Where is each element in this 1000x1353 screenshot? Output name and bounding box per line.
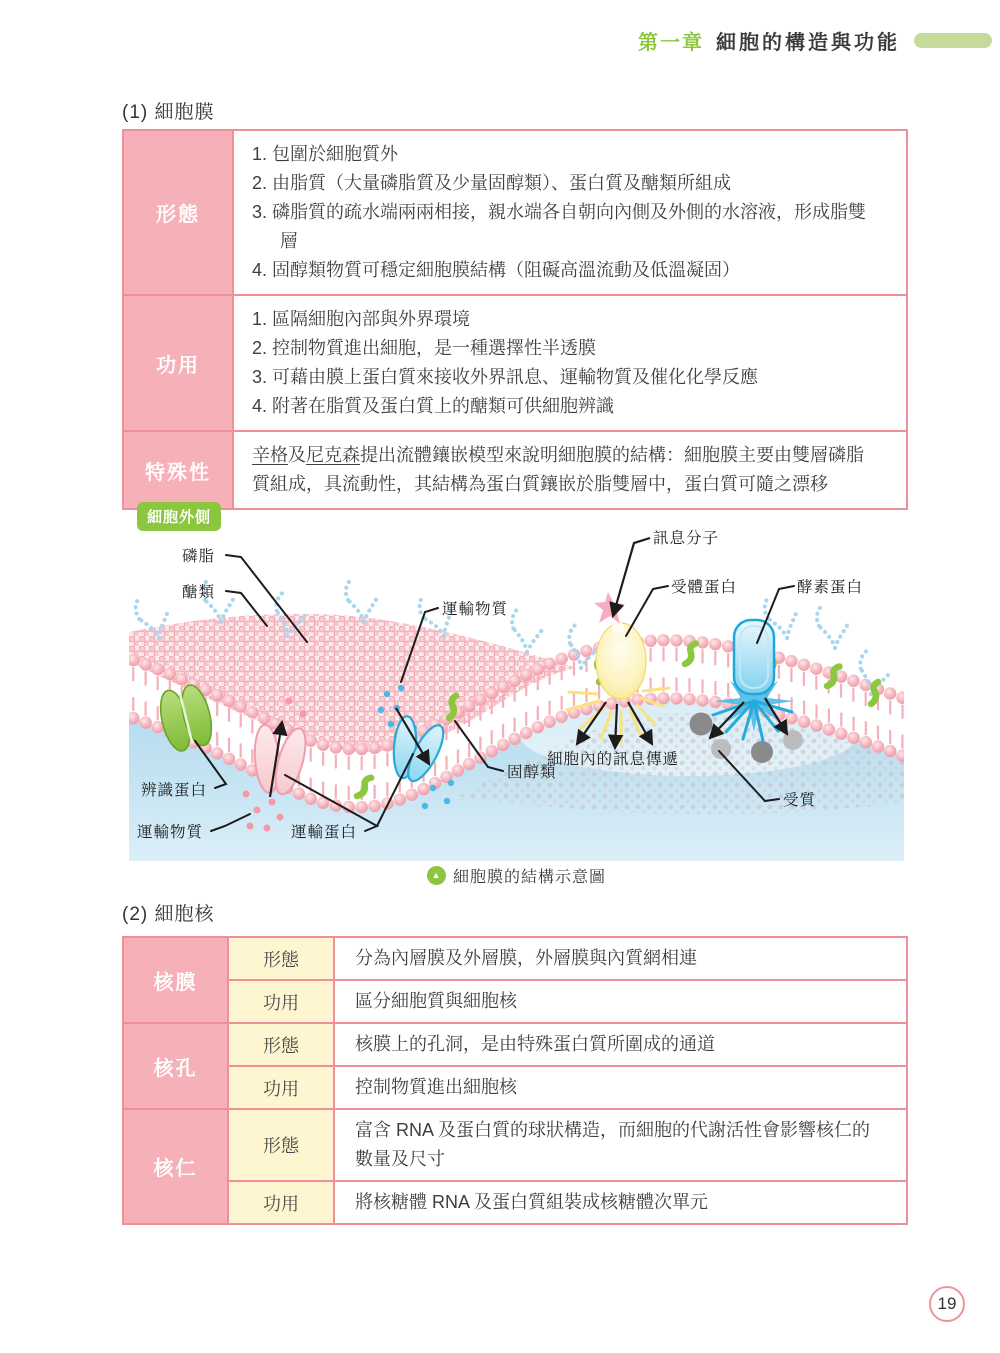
cell-text: 控制物質進出細胞核 bbox=[333, 1065, 906, 1108]
section-2-heading: (2) 細胞核 bbox=[122, 904, 215, 925]
sub-label: 形態 bbox=[227, 1108, 333, 1180]
row-label-specialty: 特殊性 bbox=[124, 432, 234, 508]
cell-outside-badge: 細胞外側 bbox=[137, 502, 221, 531]
intracellular-signaling-label: 細胞內的訊息傳遞 bbox=[547, 751, 680, 768]
section-1-heading: (1) 細胞膜 bbox=[122, 102, 215, 123]
enzyme-protein-label: 酵素蛋白 bbox=[797, 579, 864, 596]
figure-caption bbox=[129, 864, 904, 887]
sub-label: 功用 bbox=[227, 1065, 333, 1108]
list-item: 3. 可藉由膜上蛋白質來接收外界訊息、運輸物質及催化化學反應 bbox=[252, 367, 759, 387]
list-item: 2. 控制物質進出細胞，是一種選擇性半透膜 bbox=[252, 338, 597, 358]
cell-text: 核膜上的孔洞，是由特殊蛋白質所圍成的通道 bbox=[333, 1022, 906, 1065]
person-name: 尼克森 bbox=[306, 445, 360, 465]
group-label-nucleolus: 核仁 bbox=[124, 1108, 227, 1223]
table-row bbox=[124, 131, 906, 294]
chapter-title: 細胞的構造與功能 bbox=[716, 32, 900, 54]
list-item: 1. 包圍於細胞質外 bbox=[252, 144, 399, 164]
row-label-function: 功用 bbox=[124, 296, 234, 430]
caption-text: 細胞膜的結構示意圖 bbox=[452, 869, 606, 886]
page-number-badge: 19 bbox=[929, 1286, 965, 1322]
list-item: 2. 由脂質（大量磷脂質及少量固醇類）、蛋白質及醣類所組成 bbox=[252, 173, 732, 193]
table-row bbox=[124, 294, 906, 430]
cell-text: 區分細胞質與細胞核 bbox=[333, 979, 906, 1022]
cell-text: 分為內層膜及外層膜，外層膜與內質網相連 bbox=[333, 938, 906, 979]
carbohydrate-label: 醣類 bbox=[182, 584, 216, 601]
signal-molecule-icon bbox=[594, 592, 625, 624]
substrate-label: 受質 bbox=[783, 792, 817, 809]
recognition-protein-label: 辨識蛋白 bbox=[141, 782, 208, 799]
cell-text: 富含 RNA 及蛋白質的球狀構造，而細胞的代謝活性會影響核仁的數量及尺寸 bbox=[333, 1108, 906, 1180]
group-label-nuclear-pore: 核孔 bbox=[124, 1022, 227, 1108]
group-label-nuclear-membrane: 核膜 bbox=[124, 938, 227, 1022]
text-run: 及 bbox=[288, 445, 306, 465]
transport-protein-label: 運輸蛋白 bbox=[291, 824, 358, 841]
receptor-protein-label: 受體蛋白 bbox=[671, 579, 738, 596]
morphology-content bbox=[234, 131, 906, 294]
nucleus-table bbox=[122, 936, 908, 1225]
sub-label: 形態 bbox=[227, 938, 333, 979]
cell-text: 將核糖體 RNA 及蛋白質組裝成核糖體次單元 bbox=[333, 1180, 906, 1223]
text-run: 提出流體鑲嵌模型來說明細胞膜的結構：細胞膜主要由雙層磷脂質組成，具流動性，其結構為蛋白質鑲嵌於脂雙層中，蛋白質可隨之漂移 bbox=[252, 445, 864, 494]
signal-molecule-label: 訊息分子 bbox=[653, 530, 720, 547]
chapter-header bbox=[638, 26, 900, 55]
sub-label: 功用 bbox=[227, 979, 333, 1022]
function-content bbox=[234, 296, 906, 430]
sub-label: 形態 bbox=[227, 1022, 333, 1065]
phospholipid-label: 磷脂 bbox=[182, 548, 216, 565]
list-item: 3. 磷脂質的疏水端兩兩相接，親水端各自朝向內側及外側的水溶液，形成脂雙層 bbox=[252, 202, 867, 251]
membrane-diagram bbox=[129, 496, 904, 861]
chapter-number: 第一章 bbox=[638, 32, 704, 54]
list-item: 4. 附著在脂質及蛋白質上的醣類可供細胞辨識 bbox=[252, 396, 615, 416]
transport-substance-top-label: 運輸物質 bbox=[442, 601, 509, 618]
row-label-morphology: 形態 bbox=[124, 131, 234, 294]
list-item: 1. 區隔細胞內部與外界環境 bbox=[252, 309, 471, 329]
caption-triangle-icon: ▲ bbox=[427, 866, 446, 885]
sub-label: 功用 bbox=[227, 1180, 333, 1223]
membrane-table bbox=[122, 129, 908, 510]
sterol-label: 固醇類 bbox=[507, 764, 557, 781]
person-name: 辛格 bbox=[252, 445, 288, 465]
header-decoration-pill bbox=[914, 33, 992, 48]
transport-substance-bottom-label: 運輸物質 bbox=[137, 824, 204, 841]
list-item: 4. 固醇類物質可穩定細胞膜結構（阻礙高溫流動及低溫凝固） bbox=[252, 260, 741, 280]
